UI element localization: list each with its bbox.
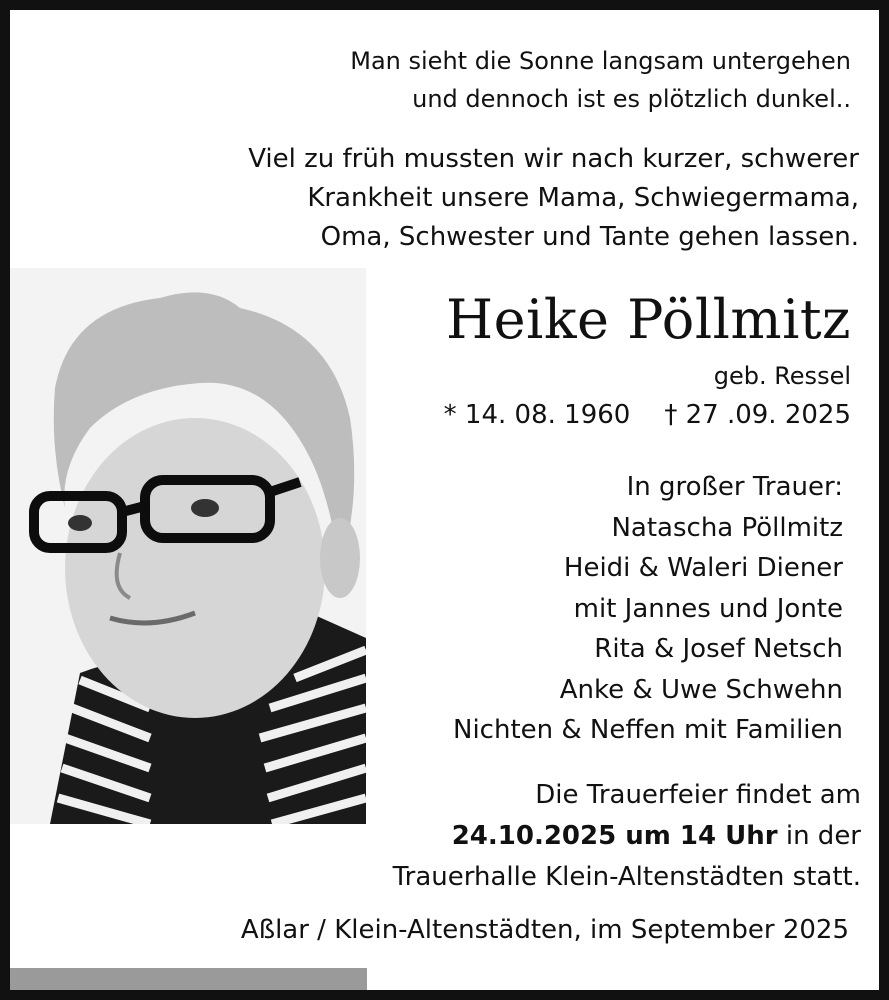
quote-line: und dennoch ist es plötzlich dunkel..	[412, 85, 851, 113]
intro-text	[248, 140, 859, 257]
opening-quote	[350, 42, 851, 118]
deceased-name: Heike Pöllmitz	[446, 288, 851, 351]
funeral-info	[393, 775, 861, 898]
funeral-suffix: in der	[777, 821, 861, 851]
death-date: † 27 .09. 2025	[664, 400, 851, 430]
birth-name: geb. Ressel	[713, 362, 851, 390]
quote-line: Man sieht die Sonne langsam untergehen	[350, 47, 851, 75]
funeral-date-time: 24.10.2025 um 14 Uhr	[451, 821, 778, 851]
mourner-entry: mit Jannes und Jonte	[573, 593, 843, 624]
funeral-line	[393, 816, 861, 857]
mourner-entry: Heidi & Waleri Diener	[563, 553, 843, 583]
mourner-entry: Anke & Uwe Schwehn	[559, 674, 843, 705]
life-dates	[444, 400, 851, 430]
place-and-date: Aßlar / Klein-Altenstädten, im September 2025	[240, 915, 849, 945]
mourners-heading: In großer Trauer:	[626, 472, 843, 502]
funeral-line: Die Trauerfeier findet am	[535, 780, 861, 810]
birth-date: * 14. 08. 1960	[443, 400, 631, 430]
mourner-entry: Rita & Josef Netsch	[594, 634, 843, 664]
portrait-photo	[10, 268, 366, 824]
intro-line: Krankheit unsere Mama, Schwiegermama,	[307, 183, 859, 213]
portrait-illustration	[10, 268, 366, 824]
funeral-line: Trauerhalle Klein-Altenstädten statt.	[392, 862, 861, 892]
intro-line: Oma, Schwester und Tante gehen lassen.	[320, 222, 859, 252]
mourner-entry: Nichten & Neffen mit Familien	[453, 715, 843, 745]
footer-bar	[10, 968, 367, 990]
intro-line: Viel zu früh mussten wir nach kurzer, schwerer	[248, 144, 859, 174]
mourners-list	[453, 467, 843, 751]
mourner-entry: Natascha Pöllmitz	[611, 512, 843, 543]
